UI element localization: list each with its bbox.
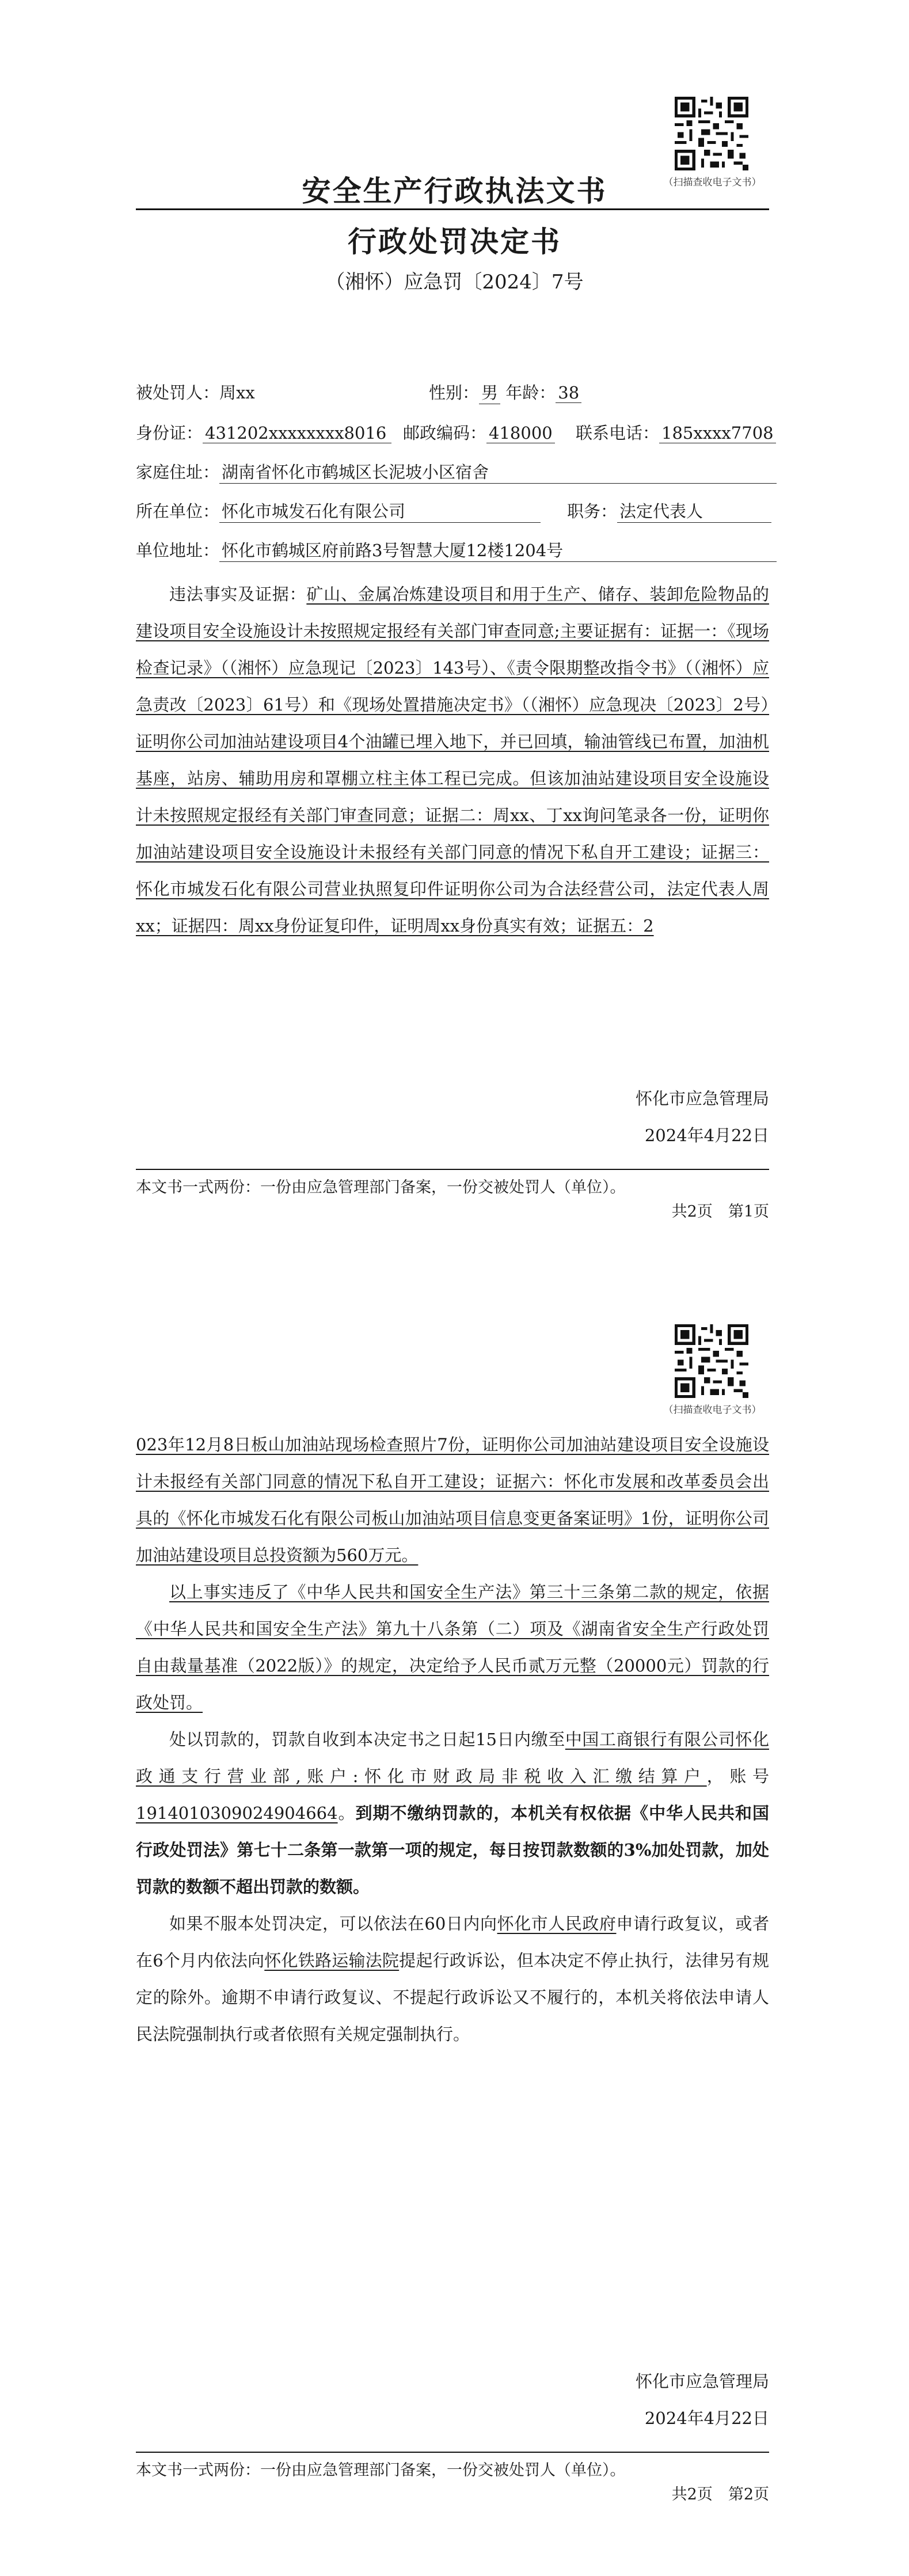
footer-note: 本文书一式两份：一份由应急管理部门备案，一份交被处罚人（单位）。: [136, 2461, 626, 2479]
employer-address-field: [136, 538, 777, 562]
issue-date: 2024年4月22日: [644, 1126, 769, 1145]
qr-caption: （扫描查收电子文书）: [663, 1404, 762, 1416]
address-value: 湖南省怀化市鹤城区长泥坡小区宿舍: [219, 459, 777, 484]
late-penalty-text: 到期不缴纳罚款的，本机关有权依据《中华人民共和国行政处罚法》第七十二条第一款第一项的规定，每日按罚款数额的3%加处罚款，加处罚款的数额不超出罚款的数额。: [136, 1803, 769, 1897]
party-name-label: 被处罚人：: [136, 383, 220, 402]
phone-label: 联系电话：: [576, 423, 660, 443]
issuing-authority: 怀化市应急管理局: [635, 1089, 769, 1108]
phone-value: 185xxxx7708: [659, 423, 776, 443]
position-label: 职务：: [567, 501, 618, 521]
party-postcode-field: [403, 420, 555, 444]
appeal-court: 怀化铁路运输法院: [264, 1951, 400, 1970]
qr-caption: （扫描查收电子文书）: [663, 177, 762, 188]
party-phone-field: [576, 420, 776, 444]
id-value: 431202xxxxxxxx8016: [203, 423, 391, 443]
evidence-continuation: [136, 1426, 769, 1574]
document-number: （湘怀）应急罚〔2024〕7号: [325, 271, 584, 294]
document-title: 行政处罚决定书: [348, 225, 561, 259]
id-label: 身份证：: [136, 423, 203, 443]
violation-facts-paragraph: [136, 576, 769, 944]
address-label: 家庭住址：: [136, 462, 220, 482]
party-address-field: [136, 459, 777, 484]
appeal-text-b: 申请行政复议，或者在6个月内依法向: [136, 1914, 769, 1970]
violation-lead: 违法事实及证据：: [169, 584, 307, 604]
age-value: 38: [556, 383, 581, 403]
employer-address-value: 怀化市鹤城区府前路3号智慧大厦12楼1204号: [219, 538, 777, 562]
party-name-field: [136, 380, 255, 404]
employer-label: 所在单位：: [136, 501, 220, 521]
heading-rule: [136, 208, 769, 210]
postcode-value: 418000: [486, 423, 555, 443]
payment-text-a: 处以罚款的，罚款自收到本决定书之日起15日内缴至: [169, 1730, 565, 1749]
gender-label: 性别：: [429, 383, 480, 402]
page-count: 共2页 第2页: [671, 2486, 769, 2503]
decision-text: 以上事实违反了《中华人民共和国安全生产法》第三十三条第二款的规定，依据《中华人民共和国安全生产法》第九十八条第（二）项及《湖南省安全生产行政处罚自由裁量基准（2022版）》的规定，决定给予人民币贰万元整（20000元）罚款的行政处罚。: [136, 1582, 769, 1712]
party-employer-field: [136, 499, 541, 523]
position-value: 法定代表人: [617, 499, 771, 523]
party-name-value: 周xx: [219, 383, 255, 402]
appeal-text-c: 提起行政诉讼，但本决定不停止执行，法律另有规定的除外。逾期不申请行政复议、不提起行政诉讼又不履行的，本机关将依法申请人民法院强制执行或者依照有关规定强制执行。: [136, 1951, 769, 2044]
appeal-paragraph: [136, 1905, 769, 2053]
document-type-heading: 安全生产行政执法文书: [302, 174, 607, 208]
payment-text-b: ，账号: [706, 1766, 769, 1786]
party-position-field: [567, 499, 771, 523]
employer-value: 怀化市城发石化有限公司: [219, 499, 541, 523]
postcode-label: 邮政编码：: [403, 423, 487, 443]
issue-date: 2024年4月22日: [644, 2408, 769, 2428]
employer-address-label: 单位地址：: [136, 541, 220, 560]
payment-text-c: 。: [337, 1803, 356, 1823]
footer-rule: [136, 2452, 769, 2453]
payment-paragraph: [136, 1721, 769, 1905]
payment-account: 1914010309024904664: [136, 1803, 338, 1823]
issuing-authority: 怀化市应急管理局: [635, 2372, 769, 2391]
party-id-field: [136, 420, 391, 444]
age-label: 年龄：: [505, 383, 556, 402]
decision-paragraph: [136, 1574, 769, 1721]
payment-bank: 中国工商银行有限公司怀化政通支行营业部,账户:怀化市财政局非税收入汇缴结算户: [136, 1730, 769, 1786]
qr-code[interactable]: [675, 1324, 748, 1398]
footer-rule: [136, 1169, 769, 1170]
document-page-2: [0, 1288, 909, 2576]
gender-value: 男: [479, 380, 500, 404]
decision-body: [136, 1426, 769, 2053]
appeal-government: 怀化市人民政府: [497, 1914, 617, 1933]
footer-note: 本文书一式两份：一份由应急管理部门备案，一份交被处罚人（单位）。: [136, 1179, 626, 1196]
evidence-continuation-text: 023年12月8日板山加油站现场检查照片7份，证明你公司加油站建设项目安全设施设计未报经有关部门同意的情况下私自开工建设；证据六：怀化市发展和改革委员会出具的《怀化市城发石化有限公司板山加油站项目信息变更备案证明》1份，证明你公司加油站建设项目总投资额为560万元。: [136, 1435, 769, 1565]
violation-evidence-text: 矿山、金属冶炼建设项目和用于生产、储存、装卸危险物品的建设项目安全设施设计未按照规定报经有关部门审查同意;主要证据有：证据一：《现场检查记录》（（湘怀）应急现记〔2023〕143号）、《责令限期整改指令书》（（湘怀）应急责改〔2023〕61号）和《现场处置措施决定书》（（湘怀）应急现决〔2023〕2号）证明你公司加油站建设项目4个油罐已埋入地下，并已回填，输油管线已布置，加油机基座，站房、辅助用房和罩棚立柱主体工程已完成。但该加油站建设项目安全设施设计未按照规定报经有关部门审查同意；证据二：周xx、丁xx询问笔录各一份，证明你加油站建设项目安全设施设计未报经有关部门同意的情况下私自开工建设；证据三：怀化市城发石化有限公司营业执照复印件证明你公司为合法经营公司，法定代表人周xx；证据四：周xx身份证复印件，证明周xx身份真实有效；证据五：2: [136, 584, 769, 936]
page-count: 共2页 第1页: [671, 1203, 769, 1221]
qr-code[interactable]: [675, 97, 748, 170]
party-gender-age-field: [429, 380, 581, 404]
appeal-text-a: 如果不服本处罚决定，可以依法在60日内向: [169, 1914, 497, 1933]
